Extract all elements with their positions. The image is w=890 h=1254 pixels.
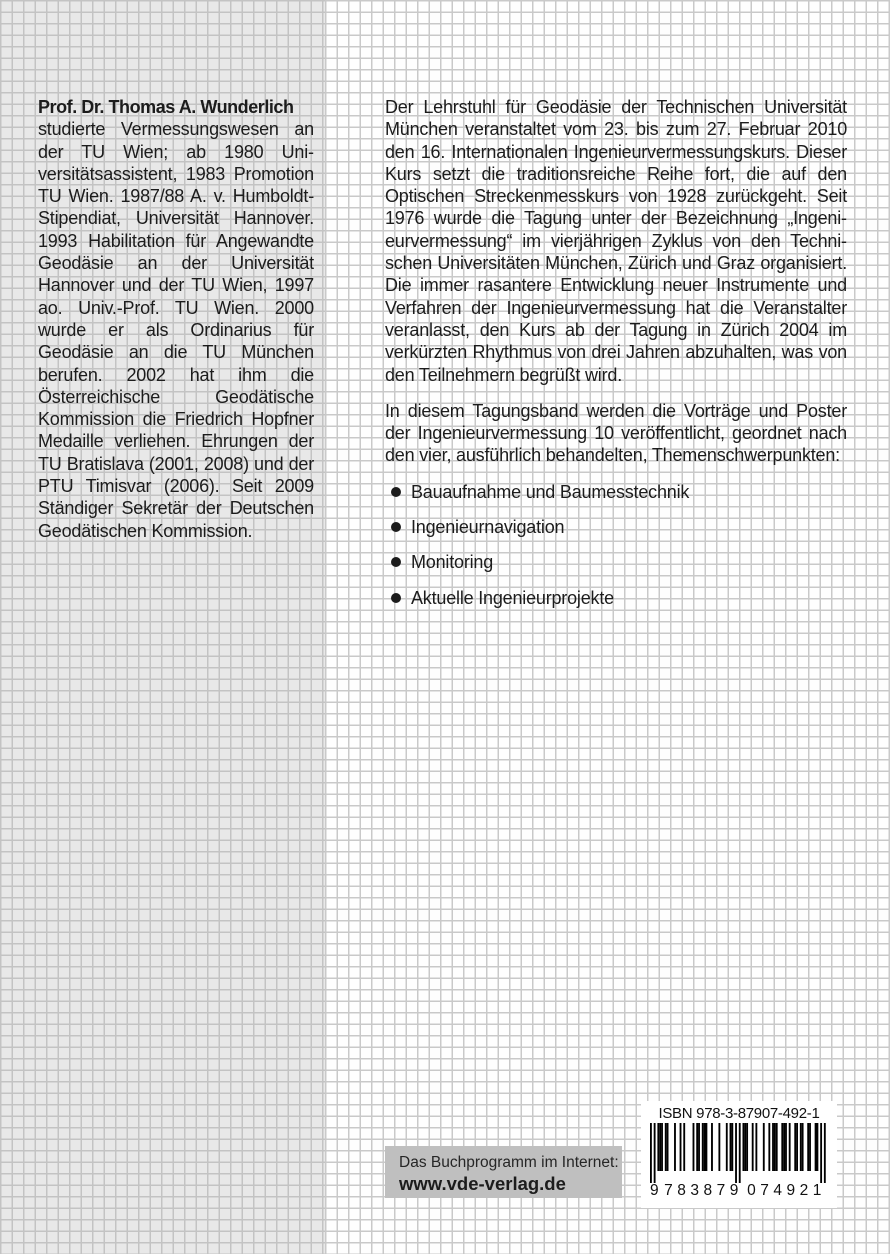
author-name: Prof. Dr. Thomas A. Wunderlich <box>38 97 294 117</box>
topic-label: Ingenieurnavigation <box>411 517 565 538</box>
isbn-label: ISBN 978-3-87907-492-1 <box>658 1105 820 1122</box>
topic-label: Aktuelle Ingenieurprojekte <box>411 587 614 608</box>
topic-item <box>385 587 847 609</box>
isbn-barcode-box <box>641 1101 837 1208</box>
barcode-digits <box>650 1183 828 1199</box>
author-bio-column <box>38 96 314 542</box>
blurb-column <box>385 96 847 609</box>
topic-label: Bauaufnahme und Baumesstechnik <box>411 481 690 502</box>
barcode-digit-group-left: 783879 <box>664 1182 743 1199</box>
publisher-url: www.vde-verlag.de <box>399 1173 566 1194</box>
bullet-icon <box>391 593 401 603</box>
blurb-paragraph-2: In diesem Tagungsband werden die Vorträge und Poster der Ingenieurvermessung 10 veröffentlicht, geordnet nach den vier, ausführlich behandelten, Themenschwerpunkten: <box>385 400 847 466</box>
author-bio-text: studierte Vermessungswesen an der TU Wien; ab 1980 Universitätsassistent, 1983 Promotion TU Wien. 1987/88 A. v. Humboldt-Stipendiat, Universität Hannover. 1993 Habilitation für Angewandte Geodäsie an der Universität Hannover und der TU Wien, 1997 ao. Univ.-Prof. TU Wien. 2000 wurde er als Ordinarius für Geodäsie an die TU München berufen. 2002 hat ihm die Österreichische Geodätische Kommission die Friedrich Hopfner Medaille verliehen. Ehrungen der TU Bratislava (2001, 2008) und der PTU Timisvar (2006). Seit 2009 Ständiger Sekretär der Deutschen Geodätischen Kommission. <box>38 119 314 541</box>
barcode-area <box>650 1123 828 1201</box>
barcode-digit-group-right: 074921 <box>747 1182 826 1199</box>
bullet-icon <box>391 487 401 497</box>
web-box-label: Das Buchprogramm im Internet: <box>399 1154 619 1171</box>
topic-item <box>385 551 847 573</box>
topic-item <box>385 481 847 503</box>
ean13-barcode <box>650 1123 828 1185</box>
topic-item <box>385 516 847 538</box>
barcode-digit-first: 9 <box>650 1182 659 1199</box>
topic-label: Monitoring <box>411 552 494 573</box>
topics-list <box>385 481 847 609</box>
blurb-paragraph-1: Der Lehrstuhl für Geodäsie der Technischen Universität München veranstaltet vom 23. bis zum 27. Februar 2010 den 16. Internationalen Ingenieurvermessungskurs. Dieser Kurs setzt die traditionsreiche Reihe fort, die auf den Optischen Streckenmesskurs von 1928 zurückgeht. Seit 1976 wurde die Tagung unter der Bezeichnung „Ingenieurvermessung“ im vierjährigen Zyklus von den Technischen Universitäten München, Zürich und Graz organisiert. Die immer rasantere Entwicklung neuer Instrumente und Verfahren der Ingenieurvermessung hat die Veranstalter veranlasst, den Kurs ab der Tagung in Zürich 2004 im verkürzten Rhythmus von drei Jahren abzuhalten, was von den Teilnehmern begrüßt wird. <box>385 97 847 385</box>
bullet-icon <box>391 522 401 532</box>
publisher-web-box <box>385 1146 622 1198</box>
bullet-icon <box>391 557 401 567</box>
